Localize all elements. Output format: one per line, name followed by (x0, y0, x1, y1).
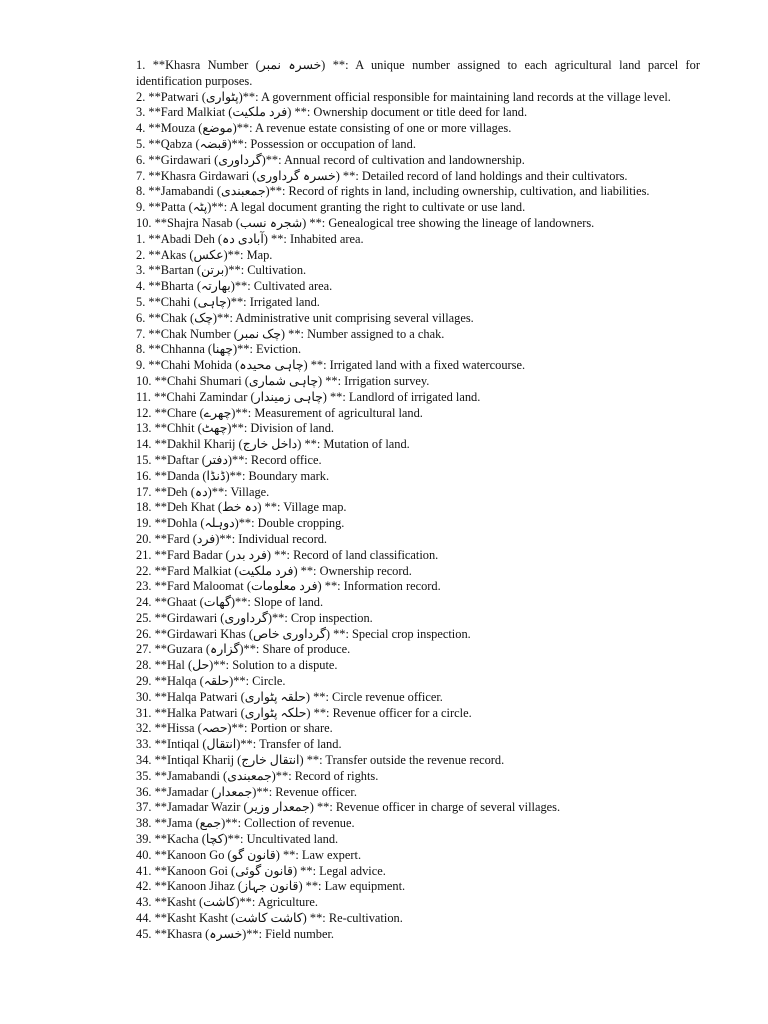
glossary-entry (136, 627, 700, 643)
entry-term: 9. **Chahi Mohida ( (136, 358, 240, 373)
entry-definition: ) **: Revenue officer for a circle. (306, 705, 472, 720)
entry-definition: ) **: Record of land classification. (266, 547, 439, 562)
glossary-entry (136, 706, 700, 722)
entry-term: 17. **Deh ( (136, 484, 195, 499)
entry-urdu-term: حلقہ پٹواری (244, 689, 306, 704)
entry-urdu-term: عکس (193, 247, 224, 262)
entry-term: 18. **Deh Khat ( (136, 500, 223, 515)
entry-urdu-term: گرداوری (218, 152, 262, 167)
entry-term: 7. **Chak Number ( (136, 326, 238, 341)
entry-urdu-term: پٹہ (192, 200, 208, 215)
entry-definition: )**: Share of produce. (239, 642, 351, 657)
entry-term: 13. **Chhit ( (136, 421, 202, 436)
entry-urdu-term: خسرہ (209, 926, 243, 941)
glossary-entry (136, 374, 700, 390)
glossary-entry (136, 453, 700, 469)
entry-term: 14. **Dakhil Kharij ( (136, 437, 243, 452)
glossary-entry (136, 500, 700, 516)
glossary-entry (136, 327, 700, 343)
entry-urdu-term: چاہی زمیندار (254, 389, 323, 404)
entry-term: 34. **Intiqal Kharij ( (136, 753, 242, 768)
entry-urdu-term: انتقال (206, 737, 237, 752)
glossary-entry (136, 232, 700, 248)
entry-definition: )**: A government official responsible for maintaining land records at the village level. (238, 89, 671, 104)
entry-urdu-term: جمعدار (215, 784, 253, 799)
entry-urdu-term: گرداوری خاص (253, 626, 326, 641)
entry-term: 3. **Bartan ( (136, 263, 202, 278)
entry-urdu-term: کاشت (203, 895, 236, 910)
entry-definition: ) **: Circle revenue officer. (305, 689, 443, 704)
entry-definition: )**: Slope of land. (230, 595, 324, 610)
entry-term: 37. **Jamadar Wazir ( (136, 800, 248, 815)
glossary-entry (136, 642, 700, 658)
glossary-entry (136, 564, 700, 580)
entry-definition: )**: Cultivated area. (230, 279, 333, 294)
entry-term: 19. **Dohla ( (136, 516, 205, 531)
entry-urdu-term: فرد ملکیت (232, 105, 288, 120)
entry-term: 26. **Girdawari Khas ( (136, 626, 253, 641)
entry-urdu-term: حصہ (201, 721, 228, 736)
entry-urdu-term: قانون جہاز (242, 879, 299, 894)
glossary-entry (136, 248, 700, 264)
entry-definition: ) **: Number assigned to a chak. (280, 326, 445, 341)
entry-urdu-term: دہ (194, 484, 208, 499)
entry-term: 16. **Danda ( (136, 468, 207, 483)
glossary-entry (136, 895, 700, 911)
entry-urdu-term: آبادی دہ (222, 231, 264, 246)
entry-urdu-term: جمعبندی (227, 768, 272, 783)
entry-term: 3. **Fard Malkiat ( (136, 105, 233, 120)
entry-definition: )**: Circle. (229, 674, 286, 689)
entry-urdu-term: حل (192, 658, 210, 673)
entry-definition: )**: Village. (207, 484, 270, 499)
entry-term: 42. **Kanoon Jihaz ( (136, 879, 242, 894)
entry-term: 11. **Chahi Zamindar ( (136, 389, 255, 404)
entry-term: 24. **Ghaat ( (136, 595, 204, 610)
entry-term: 45. **Khasra ( (136, 926, 210, 941)
glossary-entry (136, 216, 700, 232)
entry-definition: ) **: Law expert. (275, 847, 362, 862)
entry-urdu-term: شجرہ نسب (239, 215, 303, 230)
glossary-entry (136, 358, 700, 374)
entry-term: 39. **Kacha ( (136, 832, 206, 847)
entry-urdu-term: کچا (205, 832, 224, 847)
glossary-entry (136, 437, 700, 453)
glossary-entry (136, 200, 700, 216)
glossary-entry (136, 911, 700, 927)
entry-definition: )**: Annual record of cultivation and landownership. (261, 152, 525, 167)
entry-term: 1. **Abadi Deh ( (136, 231, 223, 246)
entry-term: 23. **Fard Maloomat ( (136, 579, 251, 594)
entry-definition: )**: Record office. (227, 452, 322, 467)
entry-urdu-term: جمع (199, 816, 222, 831)
glossary-entry (136, 737, 700, 753)
entry-urdu-term: دفتر (205, 452, 228, 467)
entry-definition: )**: A revenue estate consisting of one or more villages. (232, 121, 512, 136)
entry-term: 5. **Chahi ( (136, 294, 198, 309)
entry-urdu-term: انتقال خارج (241, 753, 300, 768)
entry-definition: ) **: Irrigation survey. (318, 373, 430, 388)
entry-urdu-term: جمعدار وزیر (247, 800, 310, 815)
entry-definition: ) **: Legal advice. (292, 863, 386, 878)
glossary-entry (136, 579, 700, 595)
entry-definition: ) **: Transfer outside the revenue record. (299, 753, 505, 768)
entry-definition: )**: Eviction. (232, 342, 302, 357)
entry-definition: )**: Administrative unit comprising several villages. (212, 310, 474, 325)
glossary-entry (136, 864, 700, 880)
entry-definition: )**: Boundary mark. (225, 468, 330, 483)
glossary-entry (136, 516, 700, 532)
entry-urdu-term: چھرے (203, 405, 232, 420)
entry-definition: )**: Field number. (242, 926, 334, 941)
entry-term: 30. **Halqa Patwari ( (136, 689, 245, 704)
entry-urdu-term: فرد ملکیت (238, 563, 294, 578)
entry-term: 5. **Qabza ( (136, 136, 200, 151)
entry-urdu-term: قانون گوئی (235, 863, 293, 878)
entry-urdu-term: چھنا (212, 342, 233, 357)
entry-term: 20. **Fard ( (136, 531, 197, 546)
entry-urdu-term: چاہی محیدہ (239, 358, 304, 373)
entry-urdu-term: خسرہ گرداوری (256, 168, 336, 183)
entry-urdu-term: گزارہ (209, 642, 240, 657)
glossary-entry (136, 90, 700, 106)
entry-definition: )**: Solution to a dispute. (209, 658, 338, 673)
entry-term: 8. **Jamabandi ( (136, 184, 221, 199)
entry-urdu-term: گھات (203, 595, 231, 610)
glossary-entry (136, 469, 700, 485)
entry-term: 4. **Bharta ( (136, 279, 202, 294)
entry-term: 44. **Kasht Kasht ( (136, 911, 236, 926)
glossary-entry (136, 342, 700, 358)
glossary-entry (136, 816, 700, 832)
glossary-entry (136, 184, 700, 200)
entry-definition: ) **: Detailed record of land holdings and their cultivators. (335, 168, 628, 183)
entry-definition: )**: Measurement of agricultural land. (231, 405, 423, 420)
entry-urdu-term: قبضہ (199, 136, 228, 151)
entry-urdu-term: دہ خط (222, 500, 258, 515)
entry-urdu-term: چاہی (197, 294, 227, 309)
entry-definition: )**: Uncultivated land. (223, 832, 339, 847)
glossary-entry (136, 595, 700, 611)
glossary-entry (136, 927, 700, 943)
entry-term: 7. **Khasra Girdawari ( (136, 168, 257, 183)
glossary-entry (136, 690, 700, 706)
entry-term: 43. **Kasht ( (136, 895, 204, 910)
entry-definition: ) **: Revenue officer in charge of several villages. (309, 800, 561, 815)
entry-urdu-term: چک نمبر (237, 326, 281, 341)
entry-term: 2. **Akas ( (136, 247, 194, 262)
entry-definition: ) **: Law equipment. (298, 879, 406, 894)
entry-term: 31. **Halka Patwari ( (136, 705, 245, 720)
glossary-entry (136, 153, 700, 169)
entry-urdu-term: ڈنڈا (206, 468, 226, 483)
glossary-entry (136, 169, 700, 185)
glossary-entry (136, 769, 700, 785)
entry-urdu-term: قانون گو (231, 847, 276, 862)
entry-term: 35. **Jamabandi ( (136, 768, 228, 783)
glossary-entry (136, 137, 700, 153)
glossary-entry (136, 674, 700, 690)
entry-urdu-term: خسرہ نمبر (259, 58, 322, 72)
glossary-entry (136, 785, 700, 801)
entry-term: 10. **Chahi Shumari ( (136, 373, 249, 388)
entry-term: 38. **Jama ( (136, 816, 200, 831)
entry-term: 1. **Khasra Number ( (136, 58, 260, 72)
entry-definition: ) **: Ownership record. (293, 563, 412, 578)
entry-definition: )**: Double cropping. (234, 516, 345, 531)
entry-definition: ) **: Information record. (317, 579, 441, 594)
entry-definition: ) **: Inhabited area. (263, 231, 364, 246)
entry-definition: )**: Possession or occupation of land. (227, 136, 416, 151)
entry-urdu-term: پٹواری (205, 89, 239, 104)
entry-definition: ) **: A unique number assigned to each agricultural land parcel for identification purposes. (136, 58, 700, 88)
glossary-entry (136, 879, 700, 895)
glossary-entry (136, 532, 700, 548)
entry-urdu-term: موضع (202, 121, 233, 136)
glossary-entry (136, 848, 700, 864)
entry-term: 10. **Shajra Nasab ( (136, 215, 240, 230)
entry-definition: ) **: Special crop inspection. (325, 626, 471, 641)
entry-definition: )**: Irrigated land. (226, 294, 320, 309)
entry-term: 25. **Girdawari ( (136, 610, 225, 625)
glossary-entry (136, 832, 700, 848)
entry-urdu-term: برتن (201, 263, 225, 278)
entry-term: 41. **Kanoon Goi ( (136, 863, 236, 878)
entry-urdu-term: کاشت کاشت (235, 911, 303, 926)
entry-urdu-term: داخل خارج (242, 437, 298, 452)
entry-term: 29. **Halqa ( (136, 674, 204, 689)
entry-definition: ) **: Village map. (257, 500, 347, 515)
entry-term: 15. **Daftar ( (136, 452, 206, 467)
entry-term: 40. **Kanoon Go ( (136, 847, 232, 862)
entry-urdu-term: گرداوری (224, 610, 268, 625)
glossary-entry (136, 658, 700, 674)
entry-definition: ) **: Mutation of land. (297, 437, 410, 452)
entry-term: 4. **Mouza ( (136, 121, 203, 136)
glossary-list (136, 58, 700, 943)
entry-term: 6. **Girdawari ( (136, 152, 219, 167)
entry-term: 2. **Patwari ( (136, 89, 206, 104)
glossary-entry (136, 105, 700, 121)
entry-definition: )**: Agriculture. (235, 895, 318, 910)
entry-term: 27. **Guzara ( (136, 642, 210, 657)
entry-term: 8. **Chhanna ( (136, 342, 213, 357)
entry-urdu-term: فرد بدر (229, 547, 267, 562)
glossary-entry (136, 121, 700, 137)
entry-definition: )**: A legal document granting the right to cultivate or use land. (207, 200, 526, 215)
entry-definition: )**: Map. (223, 247, 273, 262)
entry-urdu-term: حلکہ پٹواری (244, 705, 307, 720)
glossary-entry (136, 390, 700, 406)
glossary-entry (136, 279, 700, 295)
entry-urdu-term: فرد (196, 531, 216, 546)
glossary-entry (136, 721, 700, 737)
entry-urdu-term: چھٹ (201, 421, 228, 436)
entry-definition: ) **: Ownership document or title deed for land. (287, 105, 528, 120)
entry-definition: )**: Collection of revenue. (221, 816, 355, 831)
entry-definition: )**: Record of rights in land, including ownership, cultivation, and liabilities. (265, 184, 650, 199)
glossary-entry (136, 295, 700, 311)
entry-definition: )**: Portion or share. (227, 721, 333, 736)
entry-definition: )**: Individual record. (215, 531, 328, 546)
entry-urdu-term: دوہلہ (204, 516, 235, 531)
entry-urdu-term: بھارتہ (201, 279, 231, 294)
entry-definition: )**: Division of land. (227, 421, 334, 436)
glossary-entry (136, 311, 700, 327)
entry-term: 12. **Chare ( (136, 405, 204, 420)
entry-definition: )**: Revenue officer. (252, 784, 357, 799)
entry-definition: )**: Cultivation. (224, 263, 307, 278)
entry-term: 32. **Hissa ( (136, 721, 202, 736)
glossary-entry (136, 548, 700, 564)
entry-term: 22. **Fard Malkiat ( (136, 563, 239, 578)
entry-urdu-term: جمعبندی (221, 184, 266, 199)
entry-urdu-term: چک (194, 310, 213, 325)
entry-term: 9. **Patta ( (136, 200, 193, 215)
entry-term: 33. **Intiqal ( (136, 737, 207, 752)
glossary-entry (136, 611, 700, 627)
entry-definition: )**: Crop inspection. (267, 610, 373, 625)
glossary-entry (136, 263, 700, 279)
entry-urdu-term: حلقہ (203, 674, 230, 689)
entry-term: 28. **Hal ( (136, 658, 193, 673)
entry-definition: ) **: Re-cultivation. (302, 911, 403, 926)
entry-urdu-term: فرد معلومات (250, 579, 318, 594)
entry-definition: ) **: Landlord of irrigated land. (322, 389, 481, 404)
entry-term: 21. **Fard Badar ( (136, 547, 230, 562)
entry-definition: )**: Transfer of land. (236, 737, 342, 752)
entry-definition: )**: Record of rights. (271, 768, 379, 783)
glossary-entry (136, 421, 700, 437)
entry-term: 6. **Chak ( (136, 310, 195, 325)
entry-term: 36. **Jamadar ( (136, 784, 216, 799)
glossary-entry (136, 485, 700, 501)
glossary-entry (136, 800, 700, 816)
entry-urdu-term: چاہی شماری (248, 373, 319, 388)
entry-definition: ) **: Irrigated land with a fixed watercourse. (303, 358, 526, 373)
glossary-entry (136, 58, 700, 90)
entry-definition: ) **: Genealogical tree showing the lineage of landowners. (302, 215, 595, 230)
glossary-entry (136, 406, 700, 422)
glossary-entry (136, 753, 700, 769)
